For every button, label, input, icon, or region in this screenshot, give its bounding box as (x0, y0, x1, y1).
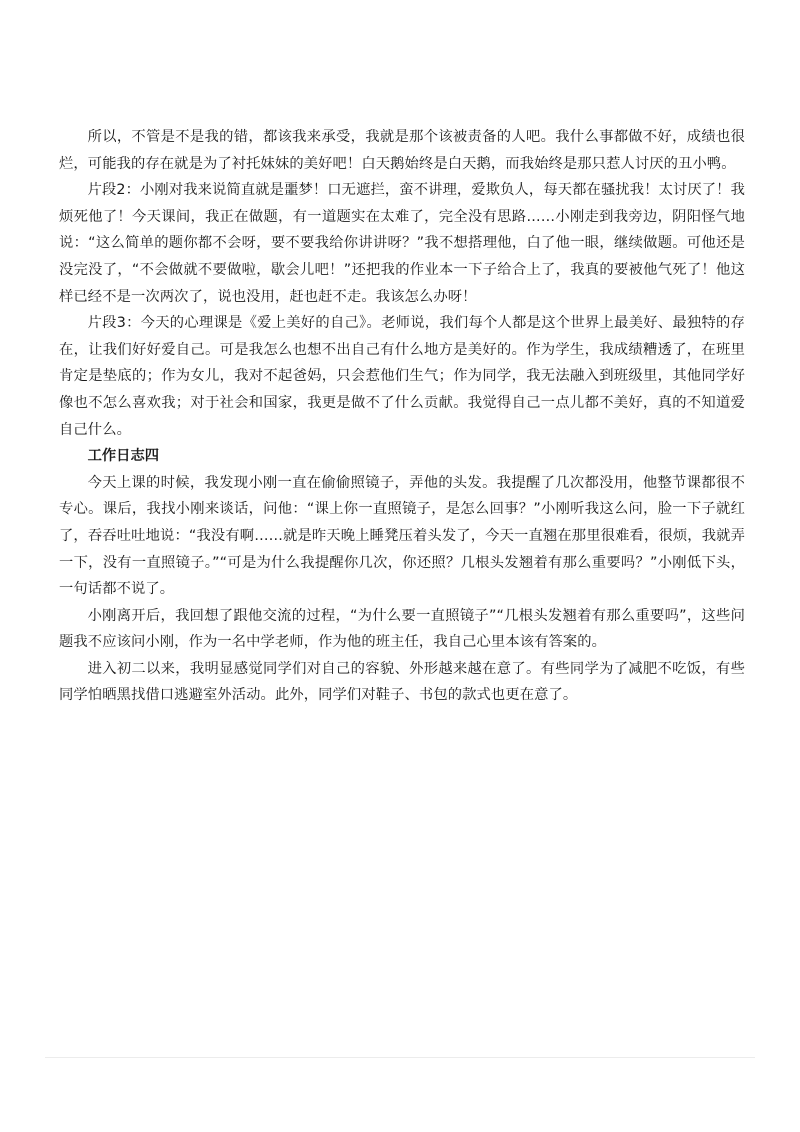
section-heading-work-log-4: 工作日志四 (87, 448, 160, 465)
paragraph-mirror-incident: 今天上课的时候，我发现小刚一直在偷偷照镜子，弄他的头发。我提醒了几次都没用，他整节课都很不专心。课后，我找小刚来谈话，问他：“课上你一直照镜子，是怎么回事？”小刚听我这么问，脸一下子就红了，吞吞吐吐地说：“我没有啊……就是昨天晚上睡凳压着头发了，今天一直翘在那里很难看，很烦，我就弄一下，没有一直照镜子。”“可是为什么我提醒你几次，你还照？几根头发翘着有那么重要吗？”小刚低下头，一句话都不说了。 (59, 474, 745, 598)
paragraph-self-blame: 所以，不管是不是我的错，都该我来承受，我就是那个该被责备的人吧。我什么事都做不好，成绩也很烂，可能我的存在就是为了衬托妹妹的美好吧！白天鹅始终是白天鹅，而我始终是那只惹人讨厌的丑小鸭。 (59, 129, 745, 172)
document-page (59, 124, 745, 709)
paragraph-fragment-3: 片段3：今天的心理课是《爱上美好的自己》。老师说，我们每个人都是这个世界上最美好、最独特的存在，让我们好好爱自己。可是我怎么也想不出自己有什么地方是美好的。作为学生，我成绩糟透了，在班里肯定是垫底的；作为女儿，我对不起爸妈，只会惹他们生气；作为同学，我无法融入到班级里，其他同学好像也不怎么喜欢我；对于社会和国家，我更是做不了什么贡献。我觉得自己一点儿都不美好，真的不知道爱自己什么。 (59, 315, 745, 438)
paragraph-grade-two-observation: 进入初二以来，我明显感觉同学们对自己的容貌、外形越来越在意了。有些同学为了减肥不吃饭，有些同学怕晒黑找借口逃避室外活动。此外，同学们对鞋子、书包的款式也更在意了。 (59, 660, 745, 704)
paragraph-reflection: 小刚离开后，我回想了跟他交流的过程，“为什么要一直照镜子”“几根头发翘着有那么重要吗”，这些问题我不应该问小刚，作为一名中学老师，作为他的班主任，我自己心里本该有答案的。 (59, 607, 745, 651)
footer-divider (45, 1057, 755, 1058)
paragraph-fragment-2: 片段2：小刚对我来说简直就是噩梦！口无遮拦，蛮不讲理，爱欺负人，每天都在骚扰我！太讨厌了！我烦死他了！今天课间，我正在做题，有一道题实在太难了，完全没有思路……小刚走到我旁边，阴阳怪气地说：“这么简单的题你都不会呀，要不要我给你讲讲呀？”我不想搭理他，白了他一眼，继续做题。可他还是没完没了，“不会做就不要做啦，歇会儿吧！”还把我的作业本一下子给合上了，我真的要被他气死了！他这样已经不是一次两次了，说也没用，赶也赶不走。我该怎么办呀！ (59, 182, 745, 305)
